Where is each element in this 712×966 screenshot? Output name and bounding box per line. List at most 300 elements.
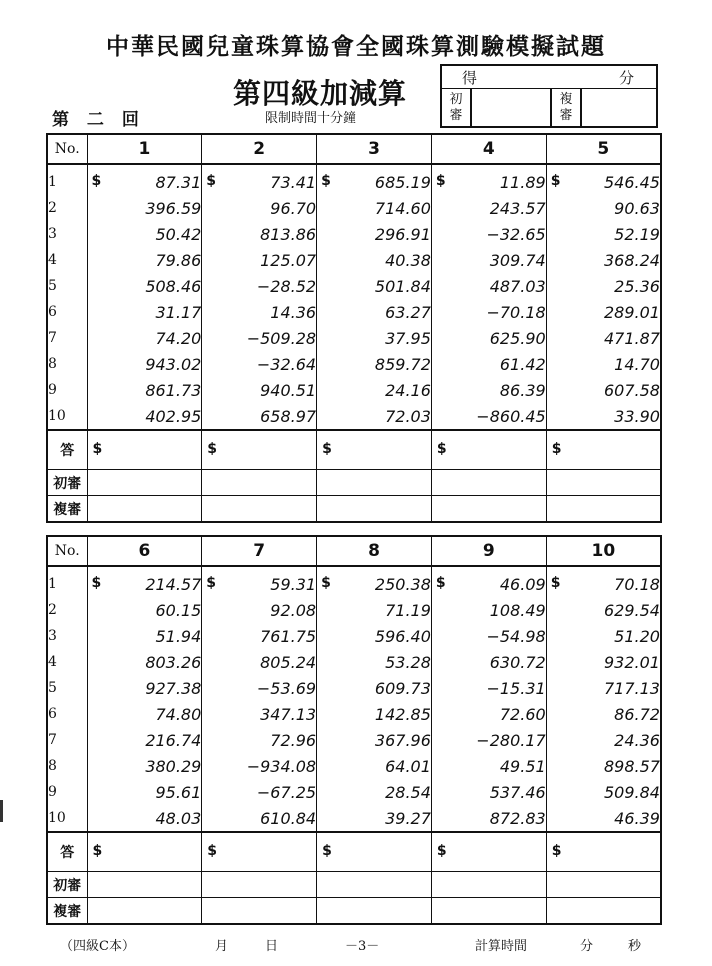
value-cell bbox=[202, 164, 317, 195]
dollar-sign: $ bbox=[435, 172, 446, 189]
recheck-cell[interactable] bbox=[546, 898, 661, 925]
recheck-cell[interactable] bbox=[546, 496, 661, 523]
value-cell bbox=[317, 299, 432, 325]
value-text: 509.84 bbox=[604, 782, 660, 802]
value-text: −280.17 bbox=[476, 730, 546, 750]
value-cell bbox=[317, 247, 432, 273]
row-number: 9 bbox=[47, 779, 87, 805]
value-cell bbox=[431, 325, 546, 351]
value-cell bbox=[546, 247, 661, 273]
value-cell bbox=[546, 403, 661, 430]
value-text: 95.61 bbox=[155, 782, 202, 802]
value-text: 607.58 bbox=[604, 380, 660, 400]
value-cell bbox=[546, 805, 661, 832]
first-check-cell[interactable] bbox=[317, 470, 432, 496]
header-row bbox=[47, 134, 661, 164]
value-text: 714.60 bbox=[374, 198, 431, 218]
value-text: 932.01 bbox=[604, 652, 660, 672]
value-cell bbox=[202, 403, 317, 430]
dollar-sign: $ bbox=[550, 574, 561, 591]
row-number: 2 bbox=[47, 597, 87, 623]
value-text: 940.51 bbox=[260, 380, 317, 400]
value-text: 214.57 bbox=[145, 574, 202, 594]
value-cell bbox=[431, 753, 546, 779]
row-number: 2 bbox=[47, 195, 87, 221]
value-cell bbox=[202, 195, 317, 221]
value-cell bbox=[87, 273, 202, 299]
exam-level-title: 第四級加減算 bbox=[232, 77, 407, 110]
value-text: 53.28 bbox=[385, 652, 431, 672]
value-cell bbox=[202, 325, 317, 351]
value-cell bbox=[87, 351, 202, 377]
value-text: 859.72 bbox=[374, 354, 431, 374]
value-text: 471.87 bbox=[604, 328, 660, 348]
answer-row bbox=[47, 430, 661, 470]
table-row bbox=[47, 195, 661, 221]
value-text: 296.91 bbox=[374, 224, 431, 244]
value-cell bbox=[87, 566, 202, 597]
value-text: −70.18 bbox=[486, 302, 546, 322]
first-check-cell[interactable] bbox=[202, 470, 317, 496]
value-cell bbox=[431, 597, 546, 623]
table-row bbox=[47, 325, 661, 351]
value-text: 52.19 bbox=[614, 224, 660, 244]
row-number: 4 bbox=[47, 247, 87, 273]
value-text: 37.95 bbox=[385, 328, 431, 348]
recheck-cell[interactable] bbox=[87, 496, 202, 523]
first-check-cell[interactable] bbox=[202, 872, 317, 898]
value-cell bbox=[546, 221, 661, 247]
value-cell bbox=[317, 377, 432, 403]
value-cell bbox=[87, 675, 202, 701]
first-check-cell[interactable] bbox=[431, 470, 546, 496]
value-cell bbox=[202, 675, 317, 701]
value-text: 86.39 bbox=[499, 380, 546, 400]
value-text: 51.20 bbox=[614, 626, 660, 646]
value-cell bbox=[546, 753, 661, 779]
value-cell bbox=[87, 701, 202, 727]
table-row bbox=[47, 649, 661, 675]
value-text: 46.39 bbox=[614, 808, 660, 828]
answer-cell[interactable] bbox=[431, 832, 546, 872]
answer-cell[interactable] bbox=[202, 832, 317, 872]
problem-number-header: 9 bbox=[431, 536, 546, 566]
table-row bbox=[47, 377, 661, 403]
value-cell bbox=[202, 377, 317, 403]
dollar-sign: $ bbox=[551, 441, 562, 457]
value-cell bbox=[87, 164, 202, 195]
value-text: 243.57 bbox=[489, 198, 546, 218]
value-cell bbox=[87, 805, 202, 832]
scan-edge-mark bbox=[0, 800, 3, 822]
row-number: 5 bbox=[47, 675, 87, 701]
value-text: 803.26 bbox=[145, 652, 202, 672]
dollar-sign: $ bbox=[321, 172, 331, 189]
value-text: 28.54 bbox=[385, 782, 431, 802]
answer-cell[interactable] bbox=[87, 430, 202, 470]
time-limit-label: 限制時間十分鐘 bbox=[265, 111, 357, 126]
value-text: −860.45 bbox=[476, 406, 546, 426]
dollar-sign: $ bbox=[551, 843, 562, 859]
value-cell bbox=[546, 273, 661, 299]
value-cell bbox=[431, 623, 546, 649]
value-cell bbox=[431, 566, 546, 597]
value-cell bbox=[317, 403, 432, 430]
problem-number-header: 4 bbox=[431, 134, 546, 164]
value-text: 289.01 bbox=[604, 302, 660, 322]
value-cell bbox=[202, 805, 317, 832]
value-cell bbox=[202, 273, 317, 299]
dollar-sign: $ bbox=[92, 441, 103, 457]
value-cell bbox=[317, 325, 432, 351]
value-text: 51.94 bbox=[155, 626, 202, 646]
value-text: 487.03 bbox=[489, 276, 546, 296]
dollar-sign: $ bbox=[91, 574, 102, 591]
value-cell bbox=[431, 164, 546, 195]
value-cell bbox=[87, 377, 202, 403]
value-cell bbox=[431, 221, 546, 247]
row-number: 6 bbox=[47, 299, 87, 325]
score-unit: 分 bbox=[618, 69, 634, 87]
dollar-sign: $ bbox=[436, 441, 447, 457]
table-row bbox=[47, 273, 661, 299]
first-check-cell[interactable] bbox=[87, 470, 202, 496]
value-text: −28.52 bbox=[256, 276, 317, 296]
value-cell bbox=[546, 623, 661, 649]
value-text: 25.36 bbox=[614, 276, 660, 296]
table-row bbox=[47, 566, 661, 597]
dollar-sign: $ bbox=[322, 441, 332, 457]
value-text: 813.86 bbox=[260, 224, 317, 244]
row-number: 1 bbox=[47, 566, 87, 597]
value-text: 64.01 bbox=[385, 756, 431, 776]
month-label: 月 bbox=[215, 939, 229, 954]
value-cell bbox=[546, 597, 661, 623]
value-text: 63.27 bbox=[385, 302, 431, 322]
value-cell bbox=[317, 164, 432, 195]
value-cell bbox=[317, 195, 432, 221]
problem-table-2 bbox=[46, 535, 662, 925]
value-cell bbox=[87, 247, 202, 273]
value-cell bbox=[431, 675, 546, 701]
value-text: 629.54 bbox=[604, 600, 660, 620]
value-cell bbox=[317, 351, 432, 377]
table-row bbox=[47, 351, 661, 377]
value-text: 11.89 bbox=[499, 172, 546, 192]
value-text: 92.08 bbox=[270, 600, 317, 620]
value-text: 72.96 bbox=[270, 730, 317, 750]
value-text: −32.64 bbox=[256, 354, 317, 374]
value-text: 396.59 bbox=[145, 198, 202, 218]
answer-cell[interactable] bbox=[431, 430, 546, 470]
value-text: 79.86 bbox=[155, 250, 202, 270]
row-number: 9 bbox=[47, 377, 87, 403]
value-cell bbox=[202, 727, 317, 753]
answer-label: 答 bbox=[47, 430, 87, 470]
value-cell bbox=[87, 779, 202, 805]
row-number: 8 bbox=[47, 351, 87, 377]
value-cell bbox=[546, 377, 661, 403]
value-text: 40.38 bbox=[385, 250, 431, 270]
value-cell bbox=[317, 221, 432, 247]
value-text: 658.97 bbox=[260, 406, 317, 426]
dollar-sign: $ bbox=[322, 843, 332, 859]
value-cell bbox=[431, 351, 546, 377]
value-cell bbox=[202, 247, 317, 273]
first-check-row bbox=[47, 872, 661, 898]
row-number: 10 bbox=[47, 403, 87, 430]
problem-number-header: 3 bbox=[317, 134, 432, 164]
value-text: 72.03 bbox=[385, 406, 431, 426]
value-cell bbox=[431, 247, 546, 273]
table-row bbox=[47, 727, 661, 753]
value-cell bbox=[431, 701, 546, 727]
value-text: 90.63 bbox=[614, 198, 660, 218]
dollar-sign: $ bbox=[207, 441, 218, 457]
dollar-sign: $ bbox=[91, 172, 102, 189]
dollar-sign: $ bbox=[92, 843, 103, 859]
value-cell bbox=[546, 164, 661, 195]
row-number: 6 bbox=[47, 701, 87, 727]
value-cell bbox=[431, 727, 546, 753]
value-text: 73.41 bbox=[270, 172, 317, 192]
no-column-header: No. bbox=[47, 134, 87, 164]
value-cell bbox=[546, 351, 661, 377]
seconds-label: 秒 bbox=[628, 939, 642, 954]
value-text: 347.13 bbox=[260, 704, 317, 724]
value-text: 86.72 bbox=[614, 704, 660, 724]
value-cell bbox=[317, 701, 432, 727]
value-cell bbox=[431, 195, 546, 221]
value-cell bbox=[431, 649, 546, 675]
score-box bbox=[440, 64, 658, 128]
value-text: 805.24 bbox=[260, 652, 317, 672]
value-text: 250.38 bbox=[374, 574, 431, 594]
value-text: 943.02 bbox=[145, 354, 202, 374]
problem-number-header: 2 bbox=[202, 134, 317, 164]
value-cell bbox=[546, 675, 661, 701]
value-text: 96.70 bbox=[270, 198, 317, 218]
value-text: −934.08 bbox=[246, 756, 317, 776]
value-text: 537.46 bbox=[489, 782, 546, 802]
value-cell bbox=[87, 597, 202, 623]
value-text: 108.49 bbox=[489, 600, 546, 620]
value-text: 861.73 bbox=[145, 380, 202, 400]
value-cell bbox=[546, 566, 661, 597]
value-cell bbox=[317, 675, 432, 701]
table-row bbox=[47, 753, 661, 779]
value-text: 33.90 bbox=[614, 406, 660, 426]
value-cell bbox=[202, 299, 317, 325]
value-cell bbox=[431, 273, 546, 299]
value-cell bbox=[317, 805, 432, 832]
value-text: 717.13 bbox=[604, 678, 660, 698]
answer-label: 答 bbox=[47, 832, 87, 872]
value-cell bbox=[317, 727, 432, 753]
no-column-header: No. bbox=[47, 536, 87, 566]
value-cell bbox=[317, 649, 432, 675]
value-text: 61.42 bbox=[499, 354, 546, 374]
answer-cell[interactable] bbox=[546, 430, 661, 470]
value-cell bbox=[431, 403, 546, 430]
value-cell bbox=[87, 623, 202, 649]
value-cell bbox=[431, 779, 546, 805]
recheck-cell[interactable] bbox=[317, 496, 432, 523]
value-text: 609.73 bbox=[374, 678, 431, 698]
value-cell bbox=[317, 779, 432, 805]
value-text: 216.74 bbox=[145, 730, 202, 750]
value-cell bbox=[202, 623, 317, 649]
dollar-sign: $ bbox=[435, 574, 446, 591]
value-text: 685.19 bbox=[374, 172, 431, 192]
dollar-sign: $ bbox=[206, 574, 217, 591]
problem-number-header: 6 bbox=[87, 536, 202, 566]
value-cell bbox=[87, 195, 202, 221]
dollar-sign: $ bbox=[206, 172, 217, 189]
row-number: 8 bbox=[47, 753, 87, 779]
value-cell bbox=[202, 753, 317, 779]
value-cell bbox=[87, 753, 202, 779]
answer-cell[interactable] bbox=[87, 832, 202, 872]
table-row bbox=[47, 221, 661, 247]
problem-number-header: 5 bbox=[546, 134, 661, 164]
recheck-row bbox=[47, 496, 661, 523]
value-text: 60.15 bbox=[155, 600, 202, 620]
value-text: 31.17 bbox=[155, 302, 202, 322]
value-cell bbox=[202, 779, 317, 805]
value-text: 24.36 bbox=[614, 730, 660, 750]
first-check-cell[interactable] bbox=[317, 872, 432, 898]
problem-number-header: 7 bbox=[202, 536, 317, 566]
value-text: 546.45 bbox=[604, 172, 660, 192]
value-text: 72.60 bbox=[499, 704, 546, 724]
value-cell bbox=[546, 727, 661, 753]
value-text: 402.95 bbox=[145, 406, 202, 426]
first-check-cell[interactable] bbox=[546, 872, 661, 898]
value-text: 70.18 bbox=[614, 574, 660, 594]
value-text: 368.24 bbox=[604, 250, 660, 270]
problem-number-header: 10 bbox=[546, 536, 661, 566]
table-row bbox=[47, 675, 661, 701]
value-cell bbox=[317, 597, 432, 623]
table-row bbox=[47, 623, 661, 649]
value-cell bbox=[317, 273, 432, 299]
value-text: 49.51 bbox=[499, 756, 546, 776]
header-row bbox=[47, 536, 661, 566]
value-cell bbox=[202, 351, 317, 377]
recheck-cell[interactable] bbox=[202, 898, 317, 925]
recheck-cell[interactable] bbox=[431, 496, 546, 523]
value-text: −53.69 bbox=[256, 678, 317, 698]
value-cell bbox=[87, 325, 202, 351]
value-cell bbox=[202, 566, 317, 597]
value-text: 71.19 bbox=[385, 600, 431, 620]
row-number: 4 bbox=[47, 649, 87, 675]
value-cell bbox=[317, 753, 432, 779]
value-text: 50.42 bbox=[155, 224, 202, 244]
value-text: 125.07 bbox=[260, 250, 317, 270]
value-cell bbox=[431, 805, 546, 832]
row-number: 5 bbox=[47, 273, 87, 299]
table-row bbox=[47, 299, 661, 325]
answer-cell[interactable] bbox=[546, 832, 661, 872]
value-text: 309.74 bbox=[489, 250, 546, 270]
recheck-cell[interactable] bbox=[317, 898, 432, 925]
table-row bbox=[47, 247, 661, 273]
table-row bbox=[47, 403, 661, 430]
value-text: 14.36 bbox=[270, 302, 317, 322]
score-box-divider bbox=[580, 88, 582, 126]
value-cell bbox=[317, 623, 432, 649]
answer-cell[interactable] bbox=[202, 430, 317, 470]
answer-cell[interactable] bbox=[317, 832, 432, 872]
value-text: 142.85 bbox=[374, 704, 431, 724]
edition-label: （四級C本） bbox=[60, 939, 135, 954]
value-cell bbox=[431, 299, 546, 325]
recheck-cell[interactable] bbox=[202, 496, 317, 523]
value-text: 24.16 bbox=[385, 380, 431, 400]
value-text: 872.83 bbox=[489, 808, 546, 828]
row-number: 3 bbox=[47, 623, 87, 649]
value-text: 14.70 bbox=[614, 354, 660, 374]
value-cell bbox=[546, 299, 661, 325]
value-text: 630.72 bbox=[489, 652, 546, 672]
score-first-check-label: 初審 bbox=[449, 92, 463, 123]
problem-number-header: 8 bbox=[317, 536, 432, 566]
value-text: 367.96 bbox=[374, 730, 431, 750]
dollar-sign: $ bbox=[550, 172, 561, 189]
value-cell bbox=[546, 649, 661, 675]
score-box-divider bbox=[470, 88, 472, 126]
round-label: 第 二 回 bbox=[52, 110, 145, 130]
score-recheck-label: 複審 bbox=[559, 92, 573, 123]
value-cell bbox=[202, 701, 317, 727]
recheck-cell[interactable] bbox=[431, 898, 546, 925]
answer-cell[interactable] bbox=[317, 430, 432, 470]
value-text: 46.09 bbox=[499, 574, 546, 594]
score-box-divider bbox=[550, 88, 552, 126]
value-text: 74.20 bbox=[155, 328, 202, 348]
first-check-cell[interactable] bbox=[87, 872, 202, 898]
value-cell bbox=[202, 221, 317, 247]
first-check-row bbox=[47, 470, 661, 496]
value-text: 625.90 bbox=[489, 328, 546, 348]
score-row bbox=[442, 66, 656, 89]
first-check-cell[interactable] bbox=[546, 470, 661, 496]
value-cell bbox=[202, 597, 317, 623]
value-text: −67.25 bbox=[256, 782, 317, 802]
value-text: 927.38 bbox=[145, 678, 202, 698]
first-check-cell[interactable] bbox=[431, 872, 546, 898]
value-text: −509.28 bbox=[246, 328, 317, 348]
dollar-sign: $ bbox=[207, 843, 218, 859]
recheck-cell[interactable] bbox=[87, 898, 202, 925]
day-label: 日 bbox=[265, 939, 279, 954]
value-text: 39.27 bbox=[385, 808, 431, 828]
recheck-label: 複審 bbox=[47, 898, 87, 925]
row-number: 7 bbox=[47, 727, 87, 753]
exam-title: 中華民國兒童珠算協會全國珠算測驗模擬試題 bbox=[106, 33, 606, 60]
value-text: 380.29 bbox=[145, 756, 202, 776]
value-cell bbox=[87, 221, 202, 247]
problem-table-1 bbox=[46, 133, 662, 523]
value-text: 501.84 bbox=[374, 276, 431, 296]
value-text: 508.46 bbox=[145, 276, 202, 296]
answer-row bbox=[47, 832, 661, 872]
value-text: −54.98 bbox=[486, 626, 546, 646]
value-text: −32.65 bbox=[486, 224, 546, 244]
value-text: −15.31 bbox=[486, 678, 546, 698]
